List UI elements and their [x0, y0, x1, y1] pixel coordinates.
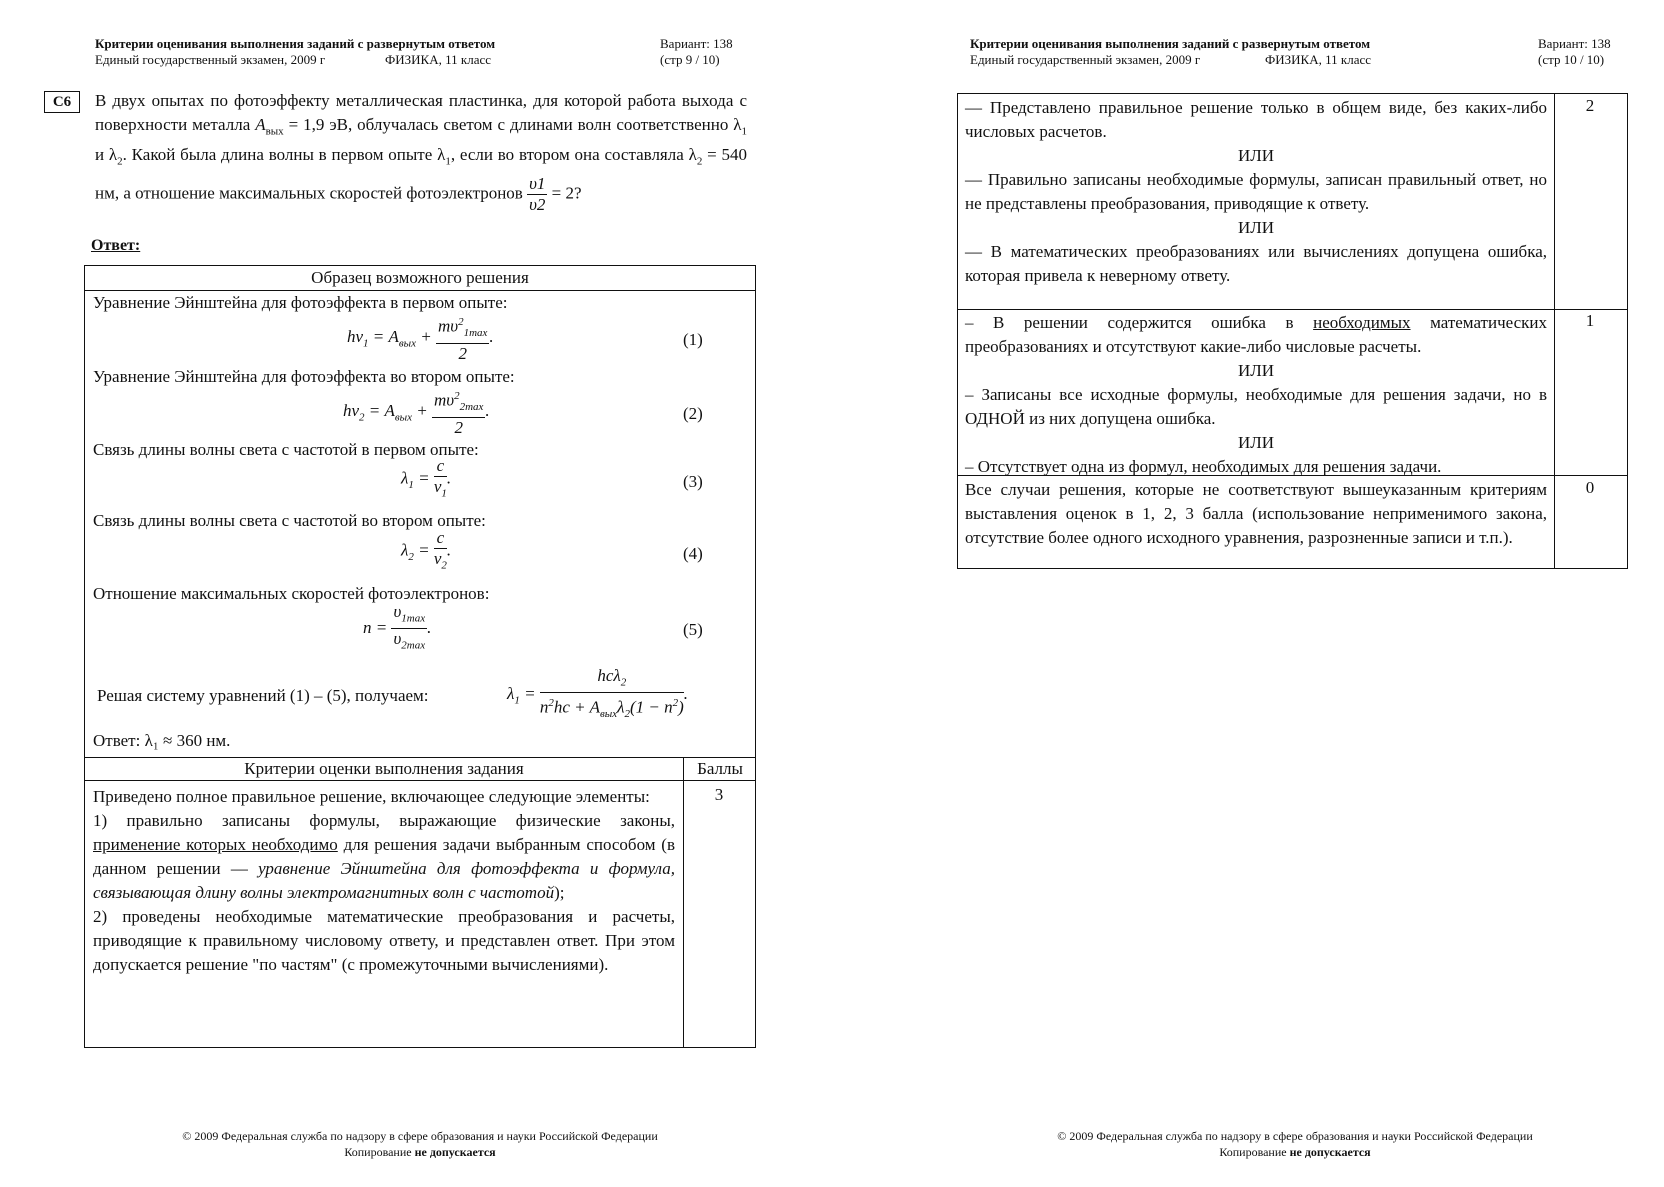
- equation-5-number: (5): [683, 620, 703, 639]
- or-separator: ИЛИ: [1237, 361, 1275, 380]
- header-subject: ФИЗИКА, 11 класс: [1265, 52, 1371, 67]
- system-text: Решая систему уравнений (1) – (5), получаем:: [97, 686, 429, 705]
- score-heading: Баллы: [683, 758, 756, 780]
- equation-1: $h\nu_1 = A_{вых}$ + $\frac{m\upsilon^2_{1max}}{2}$ .: [347, 312, 494, 364]
- equation-2-number: (2): [683, 404, 703, 423]
- criteria-row-0: [965, 478, 1547, 550]
- criteria-intro: Приведено полное правильное решение, включающее следующие элементы:: [93, 787, 650, 806]
- task-text: . Какой была длина волны в первом опыте λ: [122, 145, 446, 165]
- sub-1: 1: [741, 125, 747, 138]
- task-text: , если во втором она составляла λ: [450, 145, 697, 165]
- work-sub: вых: [265, 125, 284, 138]
- score-1: 1: [1585, 311, 1595, 330]
- criteria-table-continued: [957, 93, 1628, 569]
- criteria-text: — Правильно записаны необходимые формулы, записан правильный ответ, но не представлены преобразования, приводящие к ответу.: [965, 170, 1547, 213]
- text: 1) правильно записаны формулы, выражающие физические законы,: [93, 811, 675, 830]
- step-4-text: Связь длины волны света с частотой во втором опыте:: [93, 511, 486, 530]
- text: Копирование: [1219, 1145, 1290, 1159]
- final-formula: $\lambda_1$ = $\frac{hc\lambda_2}{n^2hc + A_{вых}\lambda_2(1 - n^2)}$ .: [507, 666, 689, 721]
- page-number: (стр 9 / 10): [660, 52, 720, 67]
- row-divider: [958, 309, 1627, 310]
- criteria-row-2: [965, 96, 1547, 288]
- header-variant: [660, 36, 733, 68]
- sub-1: 1: [445, 155, 451, 168]
- criteria-text: — В математических преобразованиях или вычислениях допущена ошибка, которая привела к неверному ответу.: [965, 242, 1547, 285]
- velocity-ratio: [527, 174, 547, 215]
- equation-1-number: (1): [683, 330, 703, 349]
- equation-3-number: (3): [683, 472, 703, 491]
- solution-heading: Образец возможного решения: [85, 266, 755, 291]
- equation-3: $\lambda_1$ = $\frac{c}{\nu_1}$ .: [401, 456, 452, 500]
- score-3: 3: [714, 785, 724, 804]
- task-text: = 2?: [547, 183, 582, 203]
- step-1-text: Уравнение Эйнштейна для фотоэффекта в первом опыте:: [93, 293, 508, 312]
- equation-2: $h\nu_2 = A_{вых}$ + $\frac{m\upsilon^2_{2max}}{2}$ .: [343, 386, 490, 438]
- text: – В решении содержится ошибка в: [965, 313, 1314, 332]
- task-text: = 540 нм, а отношение максимальных скоростей фотоэлектронов: [95, 145, 748, 203]
- page-footer-right: [995, 1128, 1595, 1160]
- equation-5: n = $\frac{\upsilon_{1max}}{\upsilon_{2max}}$ .: [363, 602, 432, 652]
- criteria-row-3: [93, 785, 675, 977]
- solution-table: [84, 265, 756, 1048]
- equation-4: $\lambda_2$ = $\frac{c}{\nu_2}$ .: [401, 528, 452, 572]
- header-title: Критерии оценивания выполнения заданий с развернутым ответом: [95, 36, 496, 51]
- row-divider: [958, 475, 1627, 476]
- or-separator: ИЛИ: [1237, 146, 1275, 165]
- criteria-text: – Отсутствует одна из формул, необходимых для решения задачи.: [965, 457, 1442, 476]
- header-subject: ФИЗИКА, 11 класс: [385, 52, 491, 67]
- work-symbol: A: [255, 115, 266, 134]
- page-header: [95, 36, 755, 68]
- criteria-text: — Представлено правильное решение только в общем виде, без каких-либо числовых расчетов.: [965, 98, 1547, 141]
- ratio-numerator: υ1: [529, 173, 546, 193]
- answer-label: Ответ:: [91, 237, 141, 254]
- copyright: © 2009 Федеральная служба по надзору в сфере образования и науки Российской Федерации: [182, 1129, 658, 1143]
- task-statement: [95, 89, 747, 215]
- page-number: (стр 10 / 10): [1538, 52, 1605, 67]
- text: математических преобразованиях и отсутствуют какие-либо числовые расчеты.: [965, 313, 1547, 356]
- text: для решения задачи выбранным способом (в данном решении —: [93, 835, 675, 878]
- page-footer: [120, 1128, 720, 1160]
- underlined-text: применение которых необходимо: [93, 835, 338, 854]
- ratio-denominator: υ2: [529, 194, 546, 214]
- criteria-header-row: [85, 757, 755, 781]
- or-separator: ИЛИ: [1237, 433, 1275, 452]
- criteria-text: [965, 311, 1547, 359]
- criteria-text: Все случаи решения, которые не соответствуют вышеуказанным критериям выставления оценок в 1, 2, 3 балла (использование неприменимого закона, отсутствие более одного исходного уравнения, разрозненные записи и т.п.).: [965, 480, 1547, 547]
- score-0: 0: [1585, 478, 1595, 497]
- page-9: [0, 0, 800, 1187]
- header-exam: Единый государственный экзамен, 2009 г: [970, 52, 1201, 67]
- copy-notice: [995, 1144, 1595, 1160]
- task-id-badge: С6: [44, 91, 80, 113]
- copy-notice: [120, 1144, 720, 1160]
- step-5-text: Отношение максимальных скоростей фотоэлектронов:: [93, 584, 490, 603]
- equation-4-number: (4): [683, 544, 703, 563]
- text: Копирование: [344, 1145, 415, 1159]
- bold-text: не допускается: [414, 1145, 496, 1159]
- variant-label: Вариант: 138: [1538, 36, 1611, 51]
- score-2: 2: [1585, 96, 1595, 115]
- italic-text: уравнение Эйнштейна для фотоэффекта и формула, связывающая длину волны электромагнитных волн с частотой: [93, 859, 675, 902]
- underlined-text: необходимых: [1313, 313, 1411, 332]
- header-title: Критерии оценивания выполнения заданий с развернутым ответом: [970, 36, 1371, 51]
- task-text: В двух опытах по фотоэффекту металлическая пластинка, для которой работа выхода с поверхности металла: [95, 91, 747, 134]
- sub-2: 2: [696, 155, 703, 168]
- task-text: = 1,9 эВ, облучалась светом с длинами волн соответственно λ: [283, 115, 742, 134]
- or-separator: ИЛИ: [1237, 218, 1275, 237]
- criteria-item-1: [93, 809, 675, 905]
- criteria-text: – Записаны все исходные формулы, необходимые для решения задачи, но в ОДНОЙ из них допущена ошибка.: [965, 385, 1547, 428]
- header-variant: [1538, 36, 1611, 68]
- sub-2: 2: [117, 155, 123, 168]
- task-text: и λ: [95, 145, 118, 165]
- page-header-right: [970, 36, 1630, 68]
- text: );: [554, 883, 565, 902]
- step-2-text: Уравнение Эйнштейна для фотоэффекта во втором опыте:: [93, 367, 515, 386]
- variant-label: Вариант: 138: [660, 36, 733, 51]
- step-3-text: Связь длины волны света с частотой в первом опыте:: [93, 440, 479, 459]
- solution-answer: Ответ: λ₁ ≈ 360 нм.: [93, 731, 231, 750]
- header-exam: Единый государственный экзамен, 2009 г: [95, 52, 326, 67]
- copyright: © 2009 Федеральная служба по надзору в сфере образования и науки Российской Федерации: [1057, 1129, 1533, 1143]
- criteria-row-1: [965, 311, 1547, 479]
- bold-text: не допускается: [1289, 1145, 1371, 1159]
- criteria-heading: Критерии оценки выполнения задания: [244, 759, 524, 778]
- criteria-item-2: 2) проведены необходимые математические преобразования и расчеты, приводящие к правильному числовому ответу, и представлен ответ. При этом допускается решение "по частям" (с промежуточными вычислениями).: [93, 907, 675, 974]
